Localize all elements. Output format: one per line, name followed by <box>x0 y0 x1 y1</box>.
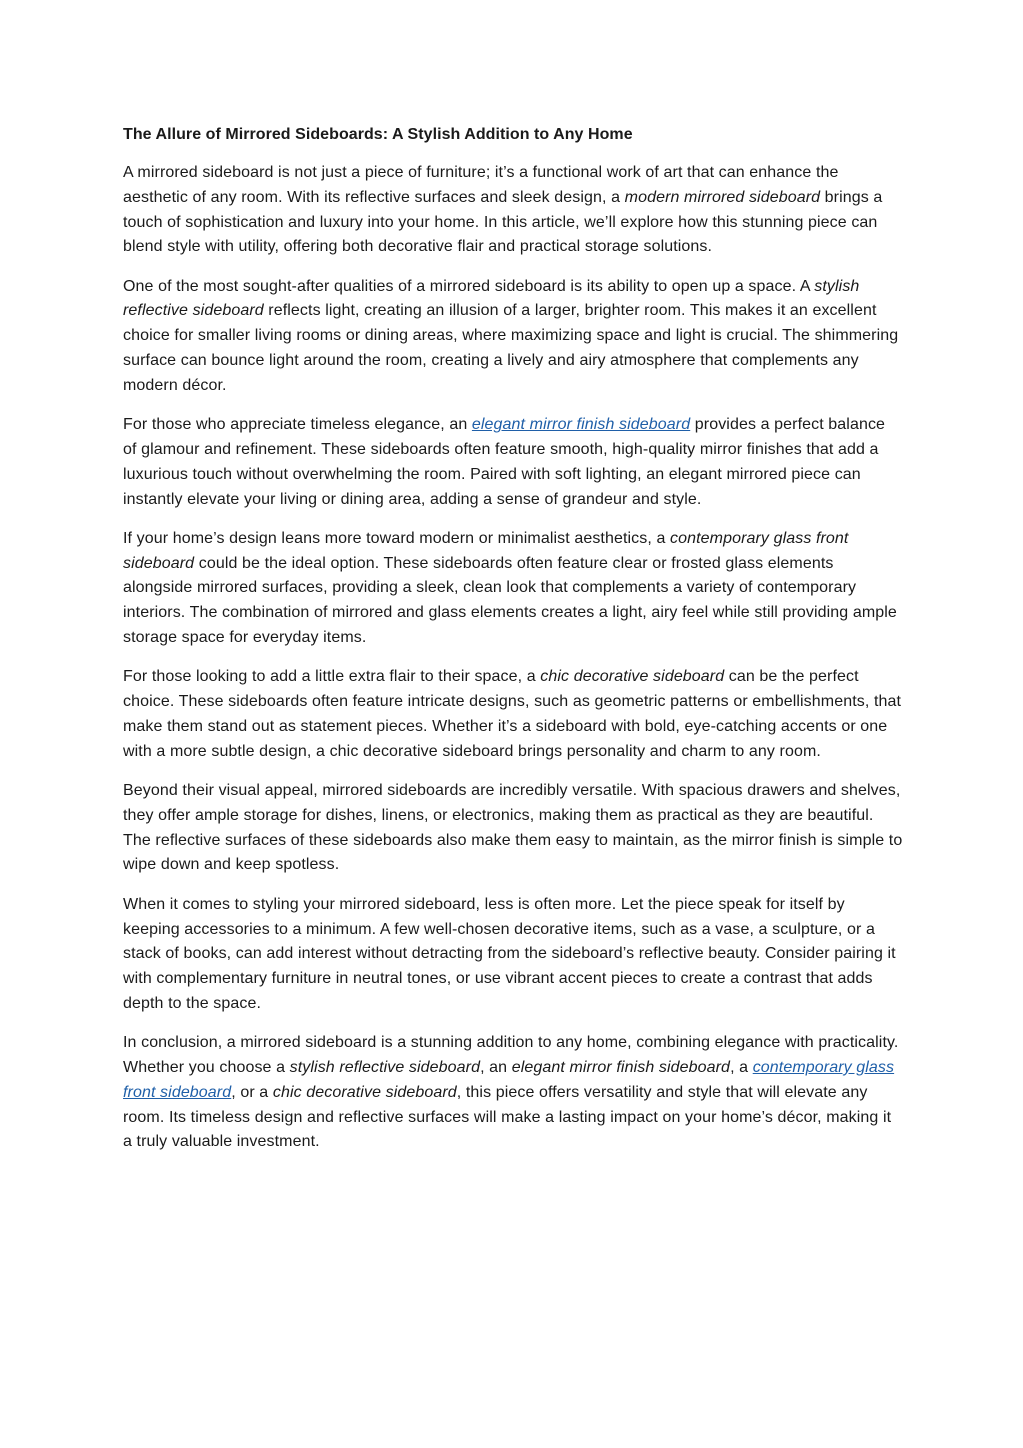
link-elegant-mirror-finish-sideboard[interactable]: elegant mirror finish sideboard <box>471 416 691 434</box>
emphasis-stylish-reflective-sideboard-2: stylish reflective sideboard <box>289 1059 481 1076</box>
document-page <box>123 122 903 1170</box>
document-title: The Allure of Mirrored Sideboards: A Stylish Addition to Any Home <box>123 126 633 143</box>
paragraph-conclusion: In conclusion, a mirrored sideboard is a stunning addition to any home, combining elegance with practicality. Whether you choose a stylish reflective sideboard, an elegant mirror finish sideboard, a contemporary glass front sideboard, or a chic decorative sideboard, this piece offers versatility and style that will elevate any room. Its timeless design and reflective surfaces will make a lasting impact on your home’s décor, making it a truly valuable investment. <box>123 1034 899 1151</box>
emphasis-stylish-reflective-sideboard: stylish reflective sideboard <box>123 277 860 320</box>
paragraph-open-space: One of the most sought-after qualities of a mirrored sideboard is its ability to open up a space. A stylish reflective sideboard reflects light, creating an illusion of a larger, brighter room. This makes it an excellent choice for smaller living rooms or dining areas, where maximizing space and light is crucial. The shimmering surface can bounce light around the room, creating a lively and airy atmosphere that complements any modern décor. <box>123 277 899 394</box>
emphasis-modern-mirrored-sideboard: modern mirrored sideboard <box>624 188 821 206</box>
paragraph-elegance: For those who appreciate timeless elegance, an elegant mirror finish sideboard provides a perfect balance of glamour and refinement. These sideboards often feature smooth, high-quality mirror finishes that add a luxurious touch without overwhelming the room. Paired with soft lighting, an elegant mirrored piece can instantly elevate your living or dining area, adding a sense of grandeur and style. <box>123 416 886 508</box>
emphasis-elegant-mirror-finish-sideboard: elegant mirror finish sideboard <box>511 1059 731 1076</box>
paragraph-styling: When it comes to styling your mirrored sideboard, less is often more. Let the piece speak for itself by keeping accessories to a minimum. A few well-chosen decorative items, such as a vase, a sculpture, or a stack of books, can add interest without detracting from the sideboard’s reflective beauty. Consider pairing it with complementary furniture in neutral tones, or use vibrant accent pieces to create a contrast that adds depth to the space. <box>123 895 896 1012</box>
emphasis-chic-decorative-sideboard: chic decorative sideboard <box>540 668 725 686</box>
emphasis-chic-decorative-sideboard-2: chic decorative sideboard <box>272 1083 457 1101</box>
paragraph-chic: For those looking to add a little extra flair to their space, a chic decorative sideboard can be the perfect choice. These sideboards often feature intricate designs, such as geometric patterns or embellishments, that make them stand out as statement pieces. Whether it’s a sideboard with bold, eye-catching accents or one with a more subtle design, a chic decorative sideboard brings personality and charm to any room. <box>123 668 902 760</box>
paragraph-intro: A mirrored sideboard is not just a piece of furniture; it’s a functional work of art that can enhance the aesthetic of any room. With its reflective surfaces and sleek design, a modern mirrored sideboard brings a touch of sophistication and luxury into your home. In this article, we’ll explore how this stunning piece can blend style with utility, offering both decorative flair and practical storage solutions. <box>123 164 883 256</box>
link-contemporary-glass-front-sideboard[interactable]: contemporary glass front sideboard <box>123 1059 895 1101</box>
paragraph-versatility: Beyond their visual appeal, mirrored sideboards are incredibly versatile. With spacious drawers and shelves, they offer ample storage for dishes, linens, or electronics, making them as practical as they are beautiful. The reflective surfaces of these sideboards also make them easy to maintain, as the mirror finish is simple to wipe down and keep spotless. <box>123 782 903 874</box>
paragraph-contemporary: If your home’s design leans more toward modern or minimalist aesthetics, a contemporary glass front sideboard could be the ideal option. These sideboards often feature clear or frosted glass elements alongside mirrored surfaces, providing a sleek, clean look that complements a variety of contemporary interiors. The combination of mirrored and glass elements creates a light, airy feel while still providing ample storage space for everyday items. <box>123 529 897 647</box>
emphasis-contemporary-glass-front-sideboard: contemporary glass front sideboard <box>123 529 849 572</box>
